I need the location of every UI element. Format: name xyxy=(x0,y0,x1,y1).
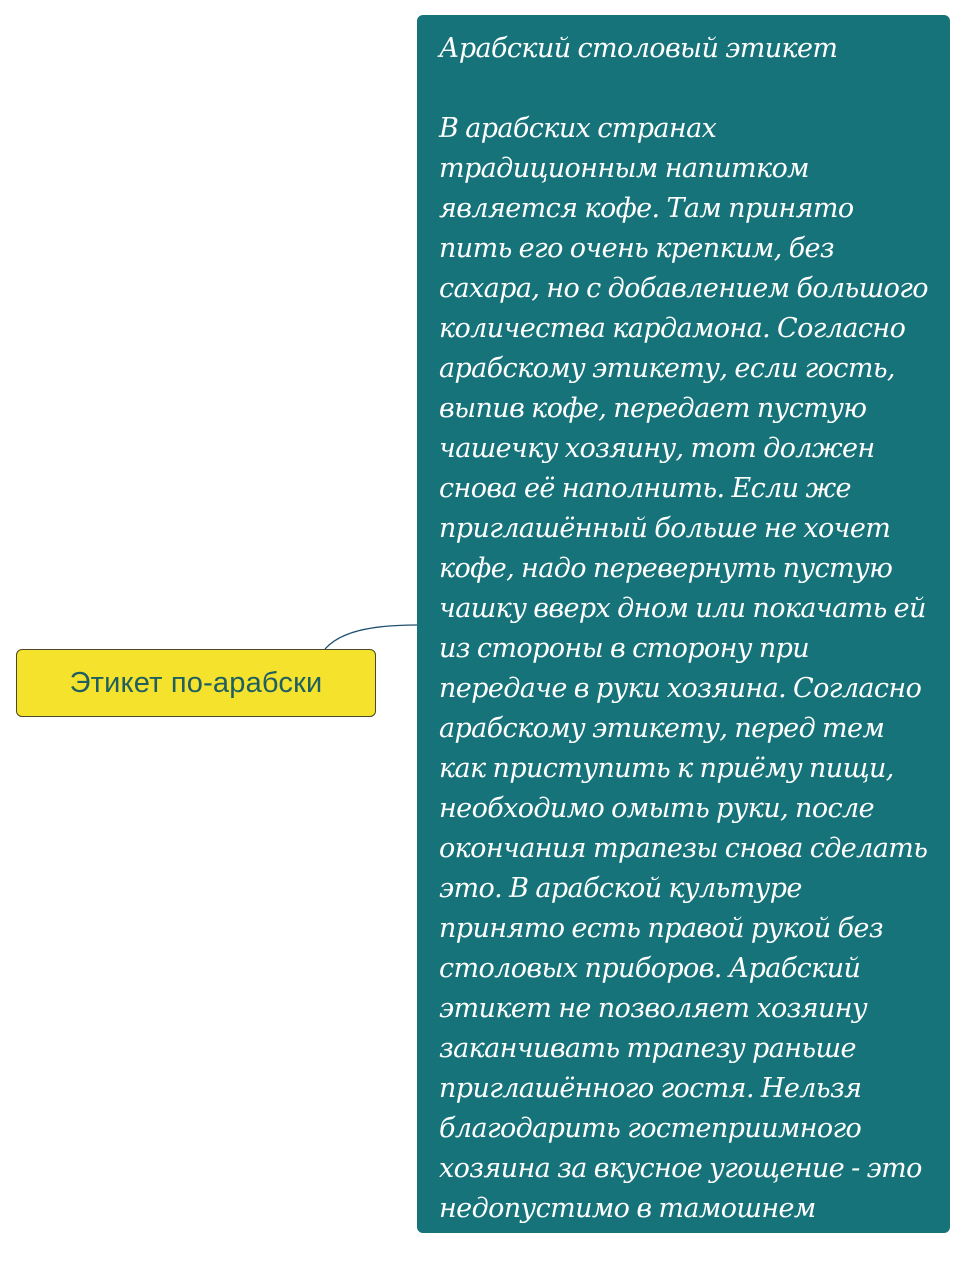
note-title: Арабский столовый этикет xyxy=(439,33,838,64)
root-topic-label: Этикет по-арабски xyxy=(69,666,323,699)
note-topic-node[interactable] xyxy=(417,15,950,1264)
note-body: В арабских странах традиционным напитком является кофе. Там принято пить его очень крепким, без сахара, но с добавлением большого количества кардамона. Согласно арабскому этикету, если гость, выпив кофе, передает пустую чашечку хозяину, тот должен снова её наполнить. Если же приглашённый больше не хочет кофе, надо перевернуть пустую чашку вверх дном или покачать ей из стороны в сторону при передаче в руки хозяина. Согласно арабскому этикету, перед тем как приступить к приёму пищи, необходимо омыть руки, после окончания трапезы снова сделать это. В арабской культуре принято есть правой рукой без столовых приборов. Арабский этикет не позволяет хозяину заканчивать трапезу раньше приглашённого гостя. Нельзя благодарить гостеприимного хозяина за вкусное угощение - это недопустимо в тамошнем обществе xyxy=(439,113,928,1264)
root-topic-node[interactable] xyxy=(16,649,376,717)
connector-line xyxy=(325,625,417,649)
note-text xyxy=(439,29,928,1269)
